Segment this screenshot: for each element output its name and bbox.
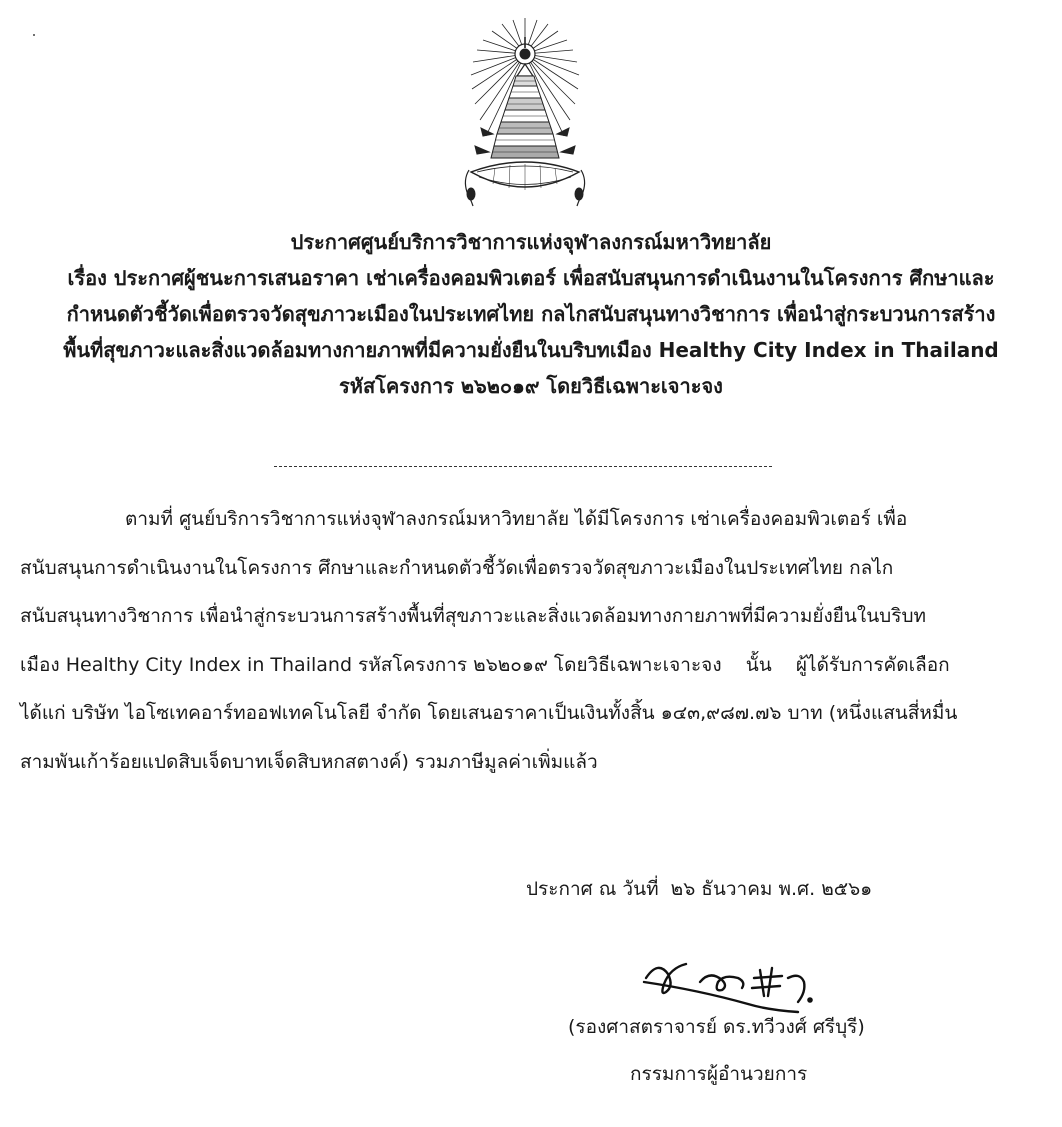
university-emblem-icon: [455, 12, 595, 210]
announcement-date: ประกาศ ณ วันที่ ๒๖ ธันวาคม พ.ศ. ๒๕๖๑: [526, 878, 873, 900]
body-line-3: สนับสนุนทางวิชาการ เพื่อนำสู่กระบวนการสร้างพื้นที่สุขภาวะและสิ่งแวดล้อมทางกายภาพที่มีความยั่งยืนในบริบท: [20, 605, 927, 627]
section-divider: [274, 466, 772, 467]
header-subject-line-1: เรื่อง ประกาศผู้ชนะการเสนอราคา เช่าเครื่องคอมพิวเตอร์ เพื่อสนับสนุนการดำเนินงานในโครงการ ศึกษาและ: [67, 266, 995, 290]
body-line-2: สนับสนุนการดำเนินงานในโครงการ ศึกษาและกำหนดตัวชี้วัดเพื่อตรวจวัดสุขภาวะเมืองในประเทศไทย กลไก: [20, 556, 894, 579]
scan-speck: [33, 34, 35, 36]
signature-icon: [638, 952, 828, 1014]
body-line-6: สามพันเก้าร้อยแปดสิบเจ็ดบาทเจ็ดสิบหกสตางค์) รวมภาษีมูลค่าเพิ่มแล้ว: [20, 750, 598, 773]
announcement-body: [20, 495, 1030, 786]
body-line-4: เมือง Healthy City Index in Thailand รหัสโครงการ ๒๖๒๐๑๙ โดยวิธีเฉพาะเจาะจง นั้น ผู้ได้รับการคัดเลือก: [20, 653, 950, 676]
signer-title: กรรมการผู้อำนวยการ: [630, 1063, 808, 1085]
header-subject-line-2: กำหนดตัวชี้วัดเพื่อตรวจวัดสุขภาวะเมืองในประเทศไทย กลไกสนับสนุนทางวิชาการ เพื่อนำสู่กระบวนการสร้าง: [66, 302, 996, 326]
body-line-1: ตามที่ ศูนย์บริการวิชาการแห่งจุฬาลงกรณ์มหาวิทยาลัย ได้มีโครงการ เช่าเครื่องคอมพิวเตอร์ เพื่อ: [125, 508, 908, 530]
header-subject-line-4: รหัสโครงการ ๒๖๒๐๑๙ โดยวิธีเฉพาะเจาะจง: [339, 374, 723, 398]
announcement-header: [0, 224, 1062, 404]
body-line-5: ได้แก่ บริษัท ไอโซเทคอาร์ทออฟเทคโนโลยี จำกัด โดยเสนอราคาเป็นเงินทั้งสิ้น ๑๔๓,๙๘๗.๗๖ บาท (หนึ่งแสนสี่หมื่น: [20, 702, 958, 724]
header-subject-line-3: พื้นที่สุขภาวะและสิ่งแวดล้อมทางกายภาพที่มีความยั่งยืนในบริบทเมือง Healthy City Index in Thailand: [63, 338, 999, 362]
header-title: ประกาศศูนย์บริการวิชาการแห่งจุฬาลงกรณ์มหาวิทยาลัย: [290, 230, 772, 254]
signer-name: (รองศาสตราจารย์ ดร.ทวีวงศ์ ศรีบุรี): [568, 1016, 865, 1038]
